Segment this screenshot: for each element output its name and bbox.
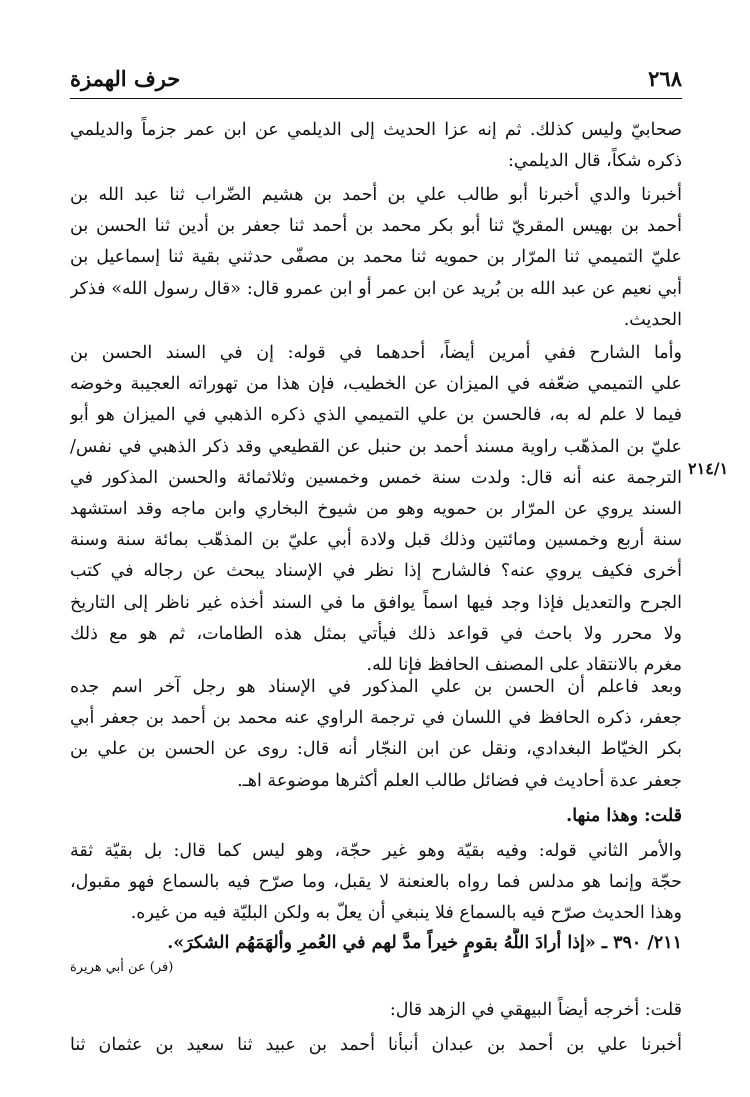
text-line: بكر الخيّاط البغدادي، ونقل عن ابن النجّار أنه قال: روى عن الحسن بن علي بن — [70, 739, 682, 760]
text-line: صحابيّ وليس كذلك. ثم إنه عزا الحديث إلى الديلمي عن ابن عمر جزماً والديلمي — [70, 120, 682, 140]
text-line: عليّ بن المذهّب راوية مسند أحمد بن حنبل عن القطيعي وقد ذكر الذهبي في نفس/ — [70, 436, 682, 457]
text-line: أحمد بن بهيس المقريّ ثنا أبو بكر محمد بن أحمد ثنا جعفر بن أدين ثنا الحسن بن — [70, 216, 682, 237]
text-line: الترجمة عنه أنه قال: ولدت سنة خمس وخمسين وثلاثمائة والحسن المذكور في — [70, 467, 682, 488]
text-line: الحديث. — [623, 309, 682, 330]
text-line: أخبرنا علي بن أحمد بن عبدان أنبأنا أحمد بن عبيد ثنا سعيد بن عثمان ثنا — [70, 1035, 682, 1055]
hadith-source: (فر) عن أبي هريرة — [70, 960, 174, 975]
text-line: أبي نعيم عن عبد الله بن بُريد عن ابن عمر أو ابن عمرو قال: «قال رسول الله» فذكر — [70, 278, 682, 299]
text-line: سنة أربع وخمسين ومائتين وذلك قبل ولادة أبي عليّ بن المذهّب بمائة سنة وسنة — [70, 530, 682, 551]
margin-reference: ٢١٤/١ — [688, 459, 729, 478]
text-line: قلت: أخرجه أيضاً البيهقي في الزهد قال: — [389, 1000, 682, 1020]
text-line: وبعد فاعلم أن الحسن بن علي المذكور في الإسناد هو رجل آخر اسم جده — [70, 677, 682, 697]
paragraph — [70, 836, 682, 930]
text-line: جعفر عدة أحاديث في فضائل طالب العلم أكثرها موضوعة اهـ. — [237, 770, 682, 791]
text-line: أخرى فكيف يروي عنه؟ فالشارح إذا نظر في الإسناد يبحث عن رجاله في كتب — [70, 561, 682, 582]
text-line: ٢١١/ ٣٩٠ ـ «إذا أرادَ اللَّهُ بقومٍ خيراً مدَّ لهم في العُمرِ وألهَمَهُم الشكرَ». — [167, 933, 682, 953]
text-line: وأما الشارح ففي أمرين أيضاً، أحدهما في قوله: إن في السند الحسن بن — [70, 343, 682, 363]
text-line: أخبرنا والدي أخبرنا أبو طالب علي بن أحمد بن هشيم الضّراب ثنا عبد الله بن — [70, 185, 682, 205]
text-line: عليّ التميمي ثنا المرّار بن حمويه ثنا محمد بن مصفّى حدثني بقية ثنا إسماعيل بن — [70, 247, 682, 268]
text-line: علي التميمي ضعّفه في الميزان عن الخطيب، فإن هذا من تهوراته العجيبة وخوضه — [70, 374, 682, 395]
paragraph — [70, 995, 682, 1026]
text-line: قلت: وهذا منها. — [566, 806, 682, 826]
hadith-heading — [70, 928, 682, 959]
text-line: فيما لا علم له به، فالحسن بن علي التميمي الذي ذكره الذهبي في الميزان هو أبو — [70, 405, 682, 426]
paragraph — [70, 338, 682, 681]
text-line: ذكره شكاً، قال الديلمي: — [507, 151, 682, 172]
page-header — [70, 62, 682, 99]
text-line: وهذا الحديث صرّح فيه بالسماع فلا ينبغي أن يعلّ به ولكن البليّة فيه من غيره. — [130, 903, 682, 924]
paragraph — [70, 115, 682, 177]
text-line: ولا محرر ولا باحث في قواعد ذلك فيأتي بمثل هذه الطامات، ثم هو مع ذلك — [70, 623, 682, 644]
text-line: والأمر الثاني قوله: وفيه بقيّة وهو غير حجّة، وهو ليس كما قال: بل بقيّة ثقة — [70, 841, 682, 861]
paragraph — [70, 180, 682, 336]
chapter-title: حرف الهمزة — [70, 66, 181, 91]
text-line: مغرم بالانتقاد على المصنف الحافظ فإنا لله. — [366, 654, 682, 675]
paragraph — [70, 801, 682, 832]
paragraph — [70, 672, 682, 797]
text-line: الجرح والتعديل فإذا وجد فيها اسماً يوافق ما في السند أخذه غير ناظر إلى التاريخ — [70, 592, 682, 613]
page-number: ٢٦٨ — [648, 66, 682, 91]
text-line: جعفر، ذكره الحافظ في اللسان في ترجمة الراوي عنه محمد بن أحمد بن جعفر أبي — [70, 708, 682, 729]
paragraph — [70, 1030, 682, 1061]
text-line: السند يروي عن المرّار بن حمويه وهو من شيوخ البخاري وابن ماجه وقد استشهد — [70, 498, 682, 519]
text-line: حجّة وإنما هو مدلس فما رواه بالعنعنة لا يقبل، وما صرّح فيه بالسماع فهو مقبول، — [70, 872, 682, 893]
